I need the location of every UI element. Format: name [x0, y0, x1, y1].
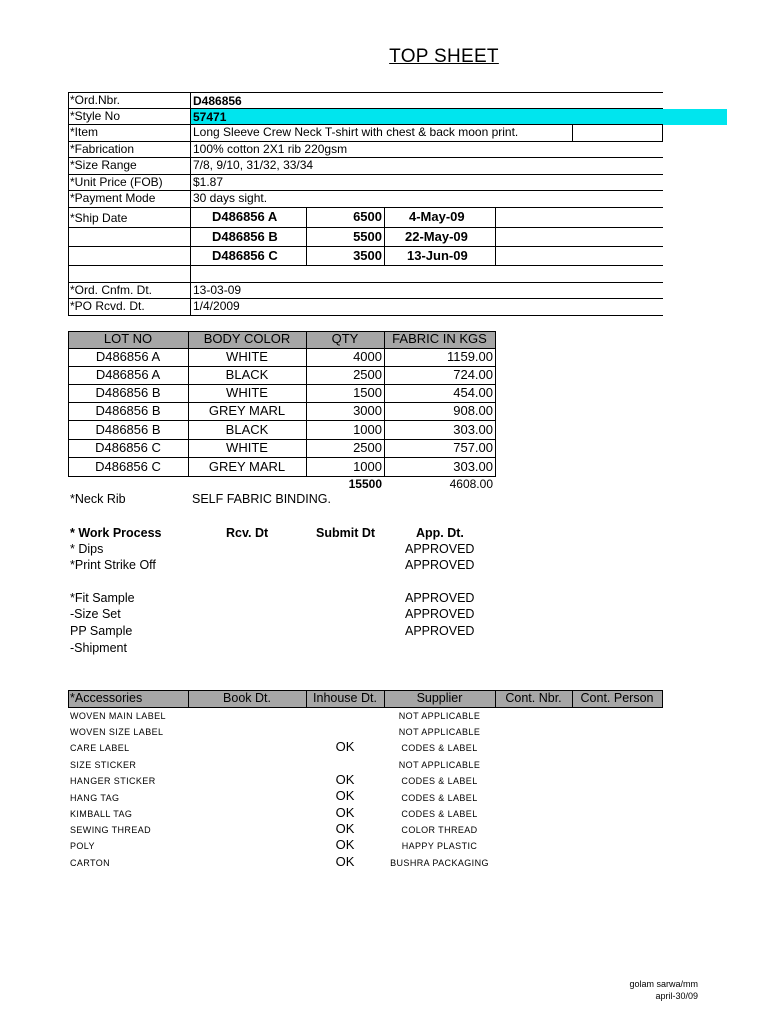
inhouse-status: OK [335, 805, 355, 820]
approval-status: APPROVED [405, 591, 475, 605]
kgs-cell: 454.00 [453, 385, 493, 400]
app-dt-header: App. Dt. [416, 526, 464, 540]
fabrication-label: *Fabrication [70, 142, 135, 156]
inhouse-status: OK [335, 837, 355, 852]
color-cell: GREY MARL [208, 459, 286, 474]
approval-status: APPROVED [405, 607, 475, 621]
lot-cell: D486856 C [95, 440, 161, 455]
rcv-dt-header: Rcv. Dt [226, 526, 269, 540]
accessory-name: HANG TAG [70, 793, 120, 803]
unit-price-label: *Unit Price (FOB) [70, 175, 163, 189]
lot-cell: D486856 A [95, 367, 161, 382]
acc-header-cont-nbr: Cont. Nbr. [505, 691, 562, 705]
work-process-header: * Work Process [70, 526, 162, 540]
lot-cell: D486856 B [95, 422, 161, 437]
acc-header-name: *Accessories [70, 691, 143, 705]
payment-mode-label: *Payment Mode [70, 191, 156, 205]
shipment-lot: D486856 C [212, 248, 278, 263]
work-process-item: *Print Strike Off [70, 558, 156, 572]
total-qty: 15500 [348, 477, 382, 491]
accessory-name: HANGER STICKER [70, 776, 156, 786]
kgs-cell: 757.00 [453, 440, 493, 455]
work-process-item: * Dips [70, 542, 104, 556]
lot-cell: D486856 A [95, 349, 161, 364]
shipment-lot: D486856 A [212, 209, 278, 224]
lot-header-lot: LOT NO [103, 331, 153, 346]
approval-status: APPROVED [405, 624, 475, 638]
work-process-item: -Shipment [70, 641, 127, 655]
style-no-value: 57471 [193, 110, 227, 124]
acc-header-supplier: Supplier [416, 691, 463, 705]
footer-date: april-30/09 [655, 991, 698, 1001]
item-value: Long Sleeve Crew Neck T-shirt with chest & back moon print. [193, 125, 519, 139]
accessory-supplier: NOT APPLICABLE [398, 711, 481, 721]
ord-nbr-value: D486856 [193, 94, 242, 108]
shipment-date: 4-May-09 [409, 209, 465, 224]
accessory-name: KIMBALL TAG [70, 809, 133, 819]
inhouse-status: OK [335, 854, 355, 869]
accessory-name: SIZE STICKER [70, 760, 137, 770]
accessory-name: CARE LABEL [70, 743, 130, 753]
lot-cell: D486856 C [95, 459, 161, 474]
accessory-name: SEWING THREAD [70, 825, 152, 835]
neck-rib-value: SELF FABRIC BINDING. [192, 492, 331, 506]
inhouse-status: OK [335, 739, 355, 754]
total-kgs: 4608.00 [449, 477, 493, 491]
accessory-supplier: CODES & LABEL [401, 743, 478, 753]
submit-dt-header: Submit Dt [316, 526, 376, 540]
qty-cell: 3000 [353, 403, 382, 418]
acc-header-book: Book Dt. [223, 691, 271, 705]
footer-author: golam sarwa/mm [629, 979, 698, 989]
item-label: *Item [70, 125, 99, 139]
work-process-item: PP Sample [70, 624, 133, 638]
po-rcvd-value: 1/4/2009 [193, 299, 240, 313]
inhouse-status: OK [335, 788, 355, 803]
fabrication-value: 100% cotton 2X1 rib 220gsm [193, 142, 348, 156]
neck-rib-label: *Neck Rib [70, 492, 126, 506]
lot-header-color: BODY COLOR [203, 331, 291, 346]
style-highlight [190, 109, 727, 125]
work-process-item: *Fit Sample [70, 591, 135, 605]
qty-cell: 1000 [353, 459, 382, 474]
shipment-date: 22-May-09 [405, 229, 468, 244]
style-no-label: *Style No [70, 109, 121, 123]
accessory-name: WOVEN SIZE LABEL [70, 727, 164, 737]
kgs-cell: 303.00 [453, 459, 493, 474]
accessory-supplier: BUSHRA PACKAGING [390, 858, 489, 868]
accessory-name: POLY [70, 841, 95, 851]
page-title: TOP SHEET [389, 46, 499, 67]
accessory-name: WOVEN MAIN LABEL [70, 711, 166, 721]
color-cell: GREY MARL [208, 403, 286, 418]
ord-nbr-label: *Ord.Nbr. [70, 93, 121, 107]
lot-cell: D486856 B [95, 403, 161, 418]
kgs-cell: 1159.00 [446, 349, 493, 364]
accessory-supplier: CODES & LABEL [401, 776, 478, 786]
shipment-date: 13-Jun-09 [407, 248, 468, 263]
accessory-supplier: COLOR THREAD [401, 825, 478, 835]
size-range-value: 7/8, 9/10, 31/32, 33/34 [193, 158, 314, 172]
color-cell: BLACK [225, 367, 269, 382]
size-range-label: *Size Range [70, 158, 137, 172]
shipment-qty: 5500 [353, 229, 382, 244]
work-process-item: -Size Set [70, 607, 121, 621]
payment-mode-value: 30 days sight. [193, 191, 268, 205]
accessory-supplier: CODES & LABEL [401, 793, 478, 803]
inhouse-status: OK [335, 821, 355, 836]
lot-header-qty: QTY [331, 331, 359, 346]
color-cell: BLACK [225, 422, 269, 437]
shipment-qty: 6500 [353, 209, 382, 224]
inhouse-status: OK [335, 772, 355, 787]
qty-cell: 1000 [353, 422, 382, 437]
qty-cell: 1500 [353, 385, 382, 400]
shipment-qty: 3500 [353, 248, 382, 263]
kgs-cell: 303.00 [453, 422, 493, 437]
approval-status: APPROVED [405, 558, 475, 572]
ship-date-label: *Ship Date [70, 211, 128, 225]
acc-header-cont-person: Cont. Person [580, 691, 654, 705]
ord-cnfm-label: *Ord. Cnfm. Dt. [70, 283, 153, 297]
kgs-cell: 908.00 [453, 403, 493, 418]
color-cell: WHITE [226, 385, 268, 400]
lot-cell: D486856 B [95, 385, 161, 400]
ord-cnfm-value: 13-03-09 [193, 283, 242, 297]
accessory-supplier: NOT APPLICABLE [398, 760, 481, 770]
unit-price-value: $1.87 [193, 175, 224, 189]
po-rcvd-label: *PO Rcvd. Dt. [70, 299, 145, 313]
color-cell: WHITE [226, 349, 268, 364]
acc-header-inhouse: Inhouse Dt. [313, 691, 377, 705]
lot-header-kgs: FABRIC IN KGS [392, 331, 487, 346]
accessory-name: CARTON [70, 858, 111, 868]
kgs-cell: 724.00 [453, 367, 493, 382]
qty-cell: 2500 [353, 440, 382, 455]
color-cell: WHITE [226, 440, 268, 455]
accessory-supplier: CODES & LABEL [401, 809, 478, 819]
shipment-lot: D486856 B [212, 229, 278, 244]
qty-cell: 4000 [353, 349, 382, 364]
approval-status: APPROVED [405, 542, 475, 556]
qty-cell: 2500 [353, 367, 382, 382]
accessory-supplier: HAPPY PLASTIC [401, 841, 478, 851]
accessory-supplier: NOT APPLICABLE [398, 727, 481, 737]
